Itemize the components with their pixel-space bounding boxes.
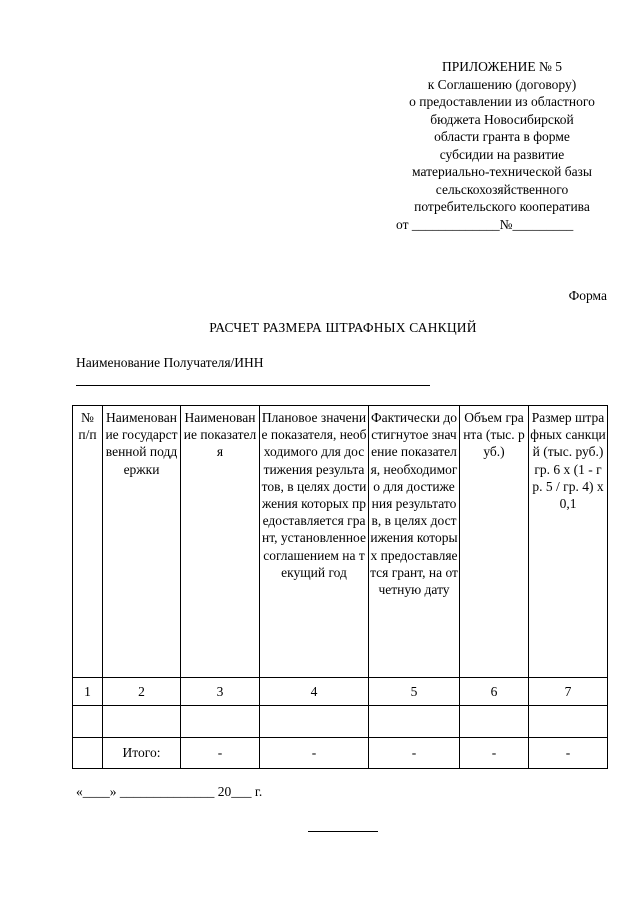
appendix-line: потребительского кооператива [414,199,590,214]
table-cell[interactable] [460,706,529,738]
table-cell[interactable] [73,706,103,738]
header-cell-actual-value: Фактически достигнутое значение показателя, необходимого для достижения результатов, в целях достижения которых предоставляется грант, на отчетную дату [369,406,460,678]
total-value: - [260,738,369,769]
column-number: 1 [73,678,103,706]
total-value: - [369,738,460,769]
appendix-line: материально-технической базы [412,164,592,179]
appendix-line: к Соглашению (договору) [427,76,577,92]
column-number: 6 [460,678,529,706]
total-value: - [460,738,529,769]
table-cell[interactable] [181,706,260,738]
header-cell-indicator-name: Наименование показателя [181,406,260,678]
column-number: 2 [103,678,181,706]
header-cell-number: № п/п [73,406,103,678]
total-label: Итого: [103,738,181,769]
appendix-line: области гранта в форме [434,129,570,144]
recipient-label: Наименование Получателя/ИНН [76,355,264,370]
header-cell-support-name: Наименование государственной поддержки [103,406,181,678]
column-number: 7 [529,678,608,706]
total-number-cell [73,738,103,769]
appendix-line: о предоставлении из областного [409,94,595,109]
appendix-line: субсидии на развитие [439,146,565,162]
appendix-title: ПРИЛОЖЕНИЕ № 5 [441,59,563,74]
table-row [73,706,608,738]
column-number: 4 [260,678,369,706]
total-value: - [181,738,260,769]
total-row [73,738,608,769]
signature-line[interactable] [308,831,378,832]
form-label: Форма [568,288,607,303]
header-cell-penalty-amount: Размер штрафных санкций (тыс. руб.) гр. 6 х (1 - гр. 5 / гр. 4) х 0,1 [529,406,608,678]
appendix-line: бюджета Новосибирской [430,111,574,127]
recipient-fill-line[interactable] [76,385,430,386]
appendix-line: сельскохозяйственного [435,181,569,197]
document-title: РАСЧЕТ РАЗМЕРА ШТРАФНЫХ САНКЦИЙ [209,320,477,335]
column-number: 5 [369,678,460,706]
penalty-table [72,405,608,769]
table-cell[interactable] [529,706,608,738]
column-number: 3 [181,678,260,706]
appendix-date-line: от _____________№_________ [396,216,574,232]
column-number-row [73,678,608,706]
table-header-row [73,406,608,678]
table-cell[interactable] [260,706,369,738]
header-cell-planned-value: Плановое значение показателя, необходимого для достижения результатов, в целях достижения которых предоставляется грант, установленное соглашением на текущий год [260,406,369,678]
header-cell-grant-amount: Объем гранта (тыс. руб.) [460,406,529,678]
footer-date: «____» ______________ 20___ г. [76,784,263,799]
appendix-block [396,58,608,233]
table-cell[interactable] [369,706,460,738]
table-cell[interactable] [103,706,181,738]
total-value: - [529,738,608,769]
